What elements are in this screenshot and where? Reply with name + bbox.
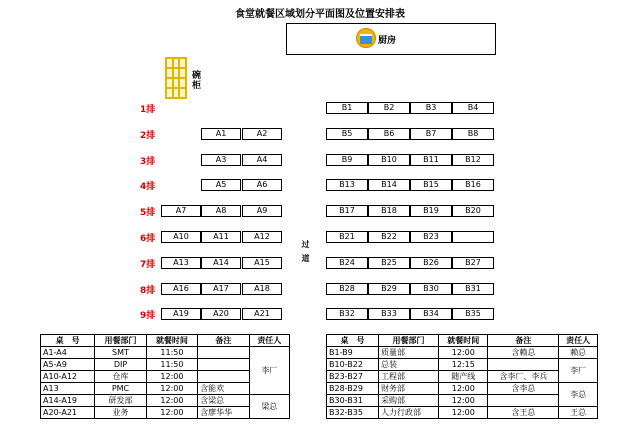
cell-time: 12:00 (146, 383, 197, 395)
dining-table: B28 (326, 283, 368, 295)
schedule-table-b (326, 334, 598, 419)
dining-table: B31 (452, 283, 494, 295)
cell-note: 含能欢 (198, 383, 249, 395)
row-label: 4排 (140, 182, 156, 192)
dining-table: B16 (452, 179, 494, 191)
dining-table: B12 (452, 154, 494, 166)
cell-time: 12:00 (146, 395, 197, 407)
col-table-no: 桌 号 (327, 335, 379, 347)
col-department: 用餐部门 (95, 335, 146, 347)
cell-time: 12:00 (439, 395, 488, 407)
dining-table: A12 (242, 231, 282, 243)
dining-table: A16 (161, 283, 201, 295)
dining-table: B8 (452, 128, 494, 140)
dining-table: B26 (410, 257, 452, 269)
cell-table-no: B32-B35 (327, 407, 379, 419)
dining-table: B14 (368, 179, 410, 191)
dining-table: B23 (410, 231, 452, 243)
row-label: 1排 (140, 105, 156, 115)
aisle-label: 过道 (301, 240, 310, 268)
dining-table: A20 (201, 308, 241, 320)
cell-time: 12:00 (439, 407, 488, 419)
kitchen-label: 厨房 (378, 36, 397, 46)
row-label: 8排 (140, 286, 156, 296)
cell-time: 随产线 (439, 371, 488, 383)
dining-table (452, 231, 494, 243)
dining-table: A14 (201, 257, 241, 269)
dining-table: A17 (201, 283, 241, 295)
cell-table-no: B30-B31 (327, 395, 379, 407)
cabinet-icon (165, 57, 187, 99)
cell-department: 人力行政部 (378, 407, 438, 419)
row-label: 2排 (140, 131, 156, 141)
dining-table: B22 (368, 231, 410, 243)
cell-note (198, 359, 249, 371)
dining-table: B1 (326, 102, 368, 114)
page-title: 食堂就餐区域划分平面图及位置安排表 (235, 9, 405, 20)
dining-table: B10 (368, 154, 410, 166)
col-responsible: 责任人 (559, 335, 598, 347)
cell-time: 12:00 (146, 407, 197, 419)
cell-responsible: 李总 (559, 383, 598, 407)
cell-note: 含王总 (488, 407, 559, 419)
dining-table: B5 (326, 128, 368, 140)
cell-table-no: A1-A4 (41, 347, 95, 359)
cell-responsible: 赖总 (559, 347, 598, 359)
dining-table: A11 (201, 231, 241, 243)
dining-table: A18 (242, 283, 282, 295)
dining-table: B32 (326, 308, 368, 320)
cell-department: 总装 (378, 359, 438, 371)
cell-note: 含梁总 (198, 395, 249, 407)
row-label: 7排 (140, 260, 156, 270)
row-label: 6排 (140, 234, 156, 244)
cell-time: 12:00 (439, 347, 488, 359)
cell-department: SMT (95, 347, 146, 359)
col-department: 用餐部门 (378, 335, 438, 347)
cell-department: PMC (95, 383, 146, 395)
dining-table: A9 (242, 205, 282, 217)
dining-table: B34 (410, 308, 452, 320)
cell-note: 含李总 (488, 383, 559, 395)
dining-table: B33 (368, 308, 410, 320)
dining-table: A6 (242, 179, 282, 191)
cell-table-no: A10-A12 (41, 371, 95, 383)
cell-time: 12:00 (146, 371, 197, 383)
dining-table: B24 (326, 257, 368, 269)
schedule-table-a (40, 334, 290, 419)
col-note: 备注 (488, 335, 559, 347)
cell-table-no: A13 (41, 383, 95, 395)
dining-table: B25 (368, 257, 410, 269)
row-label: 9排 (140, 311, 156, 321)
dining-table: B2 (368, 102, 410, 114)
cell-department: 采购部 (378, 395, 438, 407)
dining-table: A1 (201, 128, 241, 140)
col-table-no: 桌 号 (41, 335, 95, 347)
dining-table: A13 (161, 257, 201, 269)
cell-responsible: 李厂 (249, 347, 289, 395)
cell-time: 12:00 (439, 383, 488, 395)
cell-table-no: B1-B9 (327, 347, 379, 359)
dining-table: B15 (410, 179, 452, 191)
cell-note (488, 395, 559, 407)
cell-note (198, 371, 249, 383)
cell-table-no: B23-B27 (327, 371, 379, 383)
dining-table: B29 (368, 283, 410, 295)
dining-table: B4 (452, 102, 494, 114)
col-note: 备注 (198, 335, 249, 347)
cell-department: DIP (95, 359, 146, 371)
cell-department: 仓库 (95, 371, 146, 383)
dining-table: B7 (410, 128, 452, 140)
dining-table: A4 (242, 154, 282, 166)
cell-table-no: A5-A9 (41, 359, 95, 371)
cabinet-label: 碗柜 (190, 70, 200, 90)
dining-table: B30 (410, 283, 452, 295)
dining-table: B11 (410, 154, 452, 166)
cell-table-no: B28-B29 (327, 383, 379, 395)
shop-icon (356, 28, 376, 48)
cell-table-no: A20-A21 (41, 407, 95, 419)
cell-note: 含赖总 (488, 347, 559, 359)
dining-table: B27 (452, 257, 494, 269)
dining-table: A15 (242, 257, 282, 269)
dining-table: A19 (161, 308, 201, 320)
dining-table: A21 (242, 308, 282, 320)
cell-department: 工程部 (378, 371, 438, 383)
dining-table: B17 (326, 205, 368, 217)
dining-table: A10 (161, 231, 201, 243)
col-responsible: 责任人 (249, 335, 289, 347)
cell-time: 12:15 (439, 359, 488, 371)
dining-table: B35 (452, 308, 494, 320)
cell-table-no: B10-B22 (327, 359, 379, 371)
dining-table: B6 (368, 128, 410, 140)
row-label: 5排 (140, 208, 156, 218)
cell-note (488, 359, 559, 371)
dining-table: B20 (452, 205, 494, 217)
cell-department: 研发部 (95, 395, 146, 407)
cell-responsible: 梁总 (249, 395, 289, 419)
col-time: 就餐时间 (439, 335, 488, 347)
cell-table-no: A14-A19 (41, 395, 95, 407)
dining-table: A7 (161, 205, 201, 217)
cell-note: 含廖华华 (198, 407, 249, 419)
dining-table: B21 (326, 231, 368, 243)
cell-responsible: 李厂 (559, 359, 598, 383)
dining-table: B3 (410, 102, 452, 114)
dining-table: A5 (201, 179, 241, 191)
dining-table: B13 (326, 179, 368, 191)
dining-table: A2 (242, 128, 282, 140)
dining-table: B19 (410, 205, 452, 217)
dining-table: A3 (201, 154, 241, 166)
cell-department: 质量部 (378, 347, 438, 359)
cell-time: 11:50 (146, 359, 197, 371)
cell-note (198, 347, 249, 359)
col-time: 就餐时间 (146, 335, 197, 347)
dining-table: B18 (368, 205, 410, 217)
cell-responsible: 王总 (559, 407, 598, 419)
dining-table: B9 (326, 154, 368, 166)
dining-table: A8 (201, 205, 241, 217)
cell-department: 业务 (95, 407, 146, 419)
row-label: 3排 (140, 157, 156, 167)
cell-note: 含李厂、李兵 (488, 371, 559, 383)
cell-department: 财务部 (378, 383, 438, 395)
cell-time: 11:50 (146, 347, 197, 359)
